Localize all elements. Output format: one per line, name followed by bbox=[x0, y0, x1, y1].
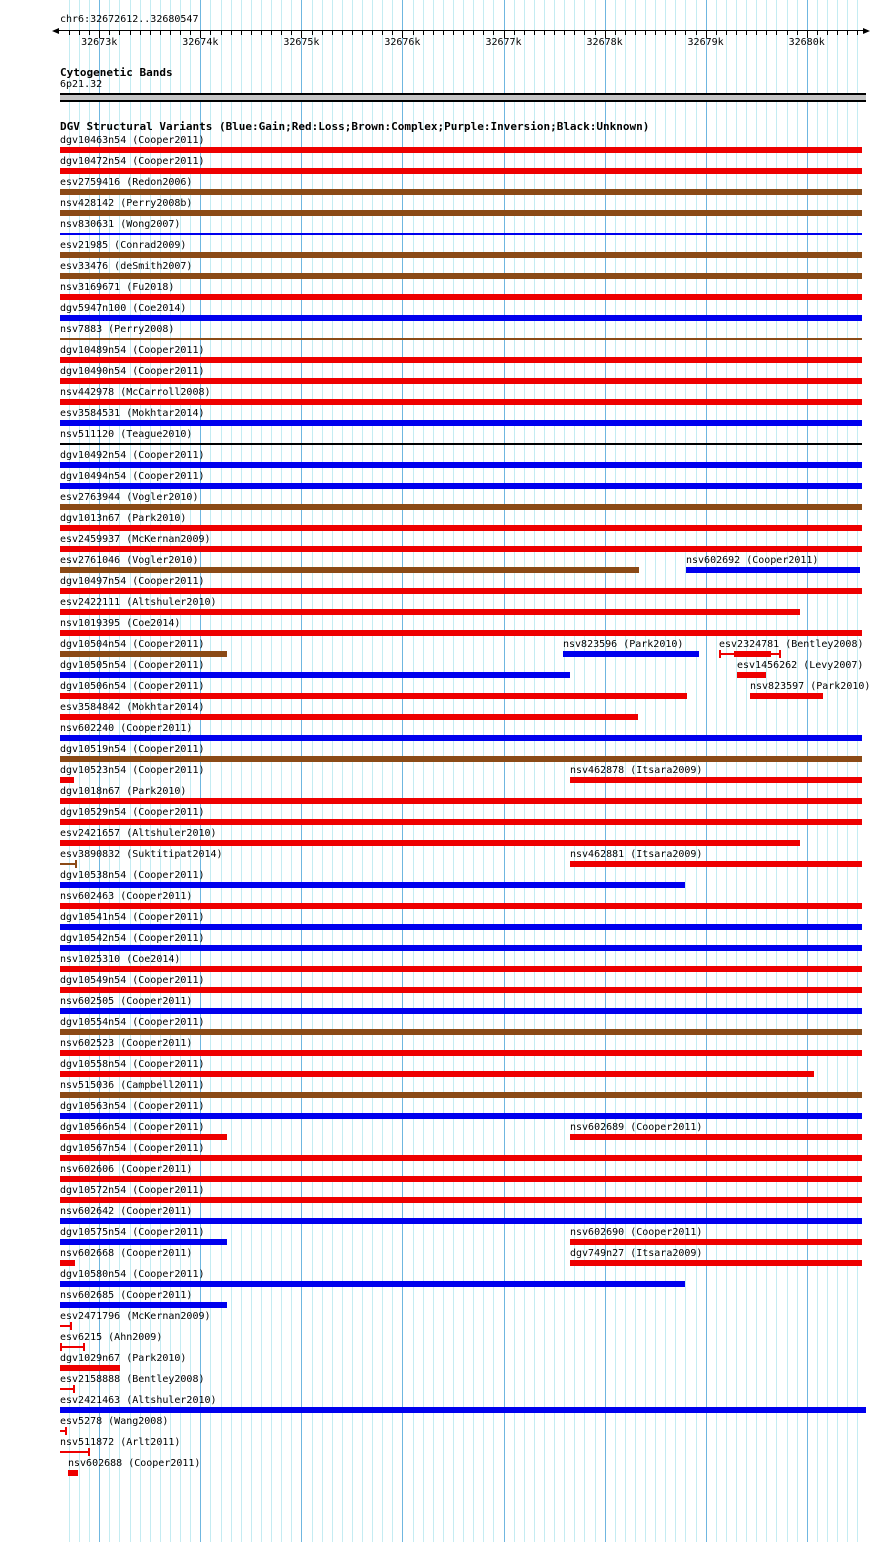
variant-bar[interactable] bbox=[60, 1260, 75, 1266]
variant-label: dgv10563n54 (Cooper2011) bbox=[60, 1101, 205, 1112]
variant-label: esv2421463 (Altshuler2010) bbox=[60, 1395, 217, 1406]
variant-bar[interactable] bbox=[734, 651, 771, 657]
variant-end-tick[interactable] bbox=[73, 1385, 75, 1393]
variant-end-tick[interactable] bbox=[70, 1322, 72, 1330]
variant-label: dgv10494n54 (Cooper2011) bbox=[60, 471, 205, 482]
ruler-tick-minor bbox=[261, 31, 262, 35]
variant-label: nsv462878 (Itsara2009) bbox=[570, 765, 703, 776]
ruler-tick-minor bbox=[251, 31, 252, 35]
ruler-tick-minor bbox=[342, 31, 343, 35]
variant-bar[interactable] bbox=[570, 861, 862, 867]
variant-bar[interactable] bbox=[60, 462, 862, 468]
variant-label: dgv10505n54 (Cooper2011) bbox=[60, 660, 205, 671]
variant-bar[interactable] bbox=[60, 504, 862, 510]
ruler-tick-minor bbox=[160, 31, 161, 35]
ruler-tick-minor bbox=[756, 31, 757, 35]
cytoband-name: 6p21.32 bbox=[60, 79, 103, 90]
variant-label: nsv602685 (Cooper2011) bbox=[60, 1290, 193, 1301]
variant-bar[interactable] bbox=[570, 1134, 862, 1140]
variant-label: esv2761046 (Vogler2010) bbox=[60, 555, 199, 566]
ruler-tick-minor bbox=[362, 31, 363, 35]
ruler-tick-minor bbox=[847, 31, 848, 35]
cytoband-bar[interactable] bbox=[60, 93, 866, 102]
variant-bar[interactable] bbox=[60, 1050, 862, 1056]
ruler-tick-minor bbox=[140, 31, 141, 35]
variant-label: dgv1013n67 (Park2010) bbox=[60, 513, 187, 524]
variant-label: dgv10580n54 (Cooper2011) bbox=[60, 1269, 205, 1280]
ruler-tick-minor bbox=[372, 31, 373, 35]
ruler-tick-label: 32680k bbox=[788, 37, 825, 48]
variant-label: esv2421657 (Altshuler2010) bbox=[60, 828, 217, 839]
track-title: DGV Structural Variants (Blue:Gain;Red:Loss;Brown:Complex;Purple:Inversion;Black:Unknown) bbox=[60, 120, 650, 133]
variant-bar[interactable] bbox=[60, 1176, 862, 1182]
variant-whisker-line[interactable] bbox=[60, 1346, 85, 1348]
ruler-tick-minor bbox=[89, 31, 90, 35]
variant-bar[interactable] bbox=[60, 672, 570, 678]
ruler-tick-minor bbox=[817, 31, 818, 35]
ruler-tick-minor bbox=[685, 31, 686, 35]
variant-label: nsv602523 (Cooper2011) bbox=[60, 1038, 193, 1049]
variant-label: esv2422111 (Altshuler2010) bbox=[60, 597, 217, 608]
variant-label: dgv10567n54 (Cooper2011) bbox=[60, 1143, 205, 1154]
variant-label: esv1456262 (Levy2007) bbox=[737, 660, 864, 671]
variant-line[interactable] bbox=[60, 338, 862, 340]
ruler-tick-minor bbox=[827, 31, 828, 35]
variant-label: nsv602690 (Cooper2011) bbox=[570, 1227, 703, 1238]
variant-bar[interactable] bbox=[60, 882, 685, 888]
variant-label: dgv10523n54 (Cooper2011) bbox=[60, 765, 205, 776]
ruler-tick-minor bbox=[857, 31, 858, 35]
variant-bar[interactable] bbox=[563, 651, 699, 657]
variant-bar[interactable] bbox=[60, 294, 862, 300]
variant-label: nsv462881 (Itsara2009) bbox=[570, 849, 703, 860]
variant-label: nsv515036 (Campbell2011) bbox=[60, 1080, 205, 1091]
ruler-tick-minor bbox=[119, 31, 120, 35]
variant-label: nsv511872 (Arlt2011) bbox=[60, 1437, 181, 1448]
variant-label: dgv10497n54 (Cooper2011) bbox=[60, 576, 205, 587]
variant-label: nsv602692 (Cooper2011) bbox=[686, 555, 819, 566]
ruler-tick-minor bbox=[69, 31, 70, 35]
variant-bar[interactable] bbox=[60, 756, 862, 762]
ruler-tick-minor bbox=[453, 31, 454, 35]
variant-end-tick[interactable] bbox=[88, 1448, 90, 1456]
variant-end-tick[interactable] bbox=[65, 1427, 67, 1435]
variant-bar[interactable] bbox=[60, 798, 862, 804]
variant-bar[interactable] bbox=[68, 1470, 78, 1476]
variant-label: nsv3169671 (Fu2018) bbox=[60, 282, 175, 293]
variant-label: nsv442978 (McCarroll2008) bbox=[60, 387, 211, 398]
variant-bar[interactable] bbox=[60, 420, 862, 426]
variant-line[interactable] bbox=[60, 233, 862, 235]
variant-label: dgv1029n67 (Park2010) bbox=[60, 1353, 187, 1364]
ruler-tick-minor bbox=[544, 31, 545, 35]
variant-label: nsv7883 (Perry2008) bbox=[60, 324, 175, 335]
variant-bar[interactable] bbox=[737, 672, 766, 678]
variant-line[interactable] bbox=[60, 1451, 90, 1453]
ruler-tick-minor bbox=[109, 31, 110, 35]
ruler-tick-label: 32677k bbox=[485, 37, 522, 48]
ruler-tick-minor bbox=[473, 31, 474, 35]
ruler-tick-minor bbox=[332, 31, 333, 35]
ruler-tick-minor bbox=[443, 31, 444, 35]
variant-label: dgv10506n54 (Cooper2011) bbox=[60, 681, 205, 692]
variant-label: esv3890832 (Suktitipat2014) bbox=[60, 849, 223, 860]
ruler-tick-minor bbox=[625, 31, 626, 35]
variant-label: nsv1019395 (Coe2014) bbox=[60, 618, 181, 629]
ruler-tick-minor bbox=[766, 31, 767, 35]
variant-bar[interactable] bbox=[60, 567, 639, 573]
ruler-tick-minor bbox=[615, 31, 616, 35]
variant-bar[interactable] bbox=[60, 1365, 120, 1371]
variant-bar[interactable] bbox=[60, 525, 862, 531]
variant-label: esv5278 (Wang2008) bbox=[60, 1416, 169, 1427]
variant-bar[interactable] bbox=[60, 840, 800, 846]
variant-label: dgv10463n54 (Cooper2011) bbox=[60, 135, 205, 146]
variant-label: esv3584842 (Mokhtar2014) bbox=[60, 702, 205, 713]
region-coordinates: chr6:32672612..32680547 bbox=[60, 14, 199, 25]
ruler-tick-label: 32673k bbox=[81, 37, 118, 48]
ruler-tick-minor bbox=[423, 31, 424, 35]
variant-bar[interactable] bbox=[60, 273, 862, 279]
ruler-tick-minor bbox=[574, 31, 575, 35]
variant-bar[interactable] bbox=[570, 1239, 862, 1245]
ruler-tick-minor bbox=[180, 31, 181, 35]
variant-bar[interactable] bbox=[60, 588, 862, 594]
variant-end-tick[interactable] bbox=[75, 860, 77, 868]
variant-label: dgv10554n54 (Cooper2011) bbox=[60, 1017, 205, 1028]
variant-end-tick[interactable] bbox=[779, 650, 781, 658]
variant-bar[interactable] bbox=[60, 147, 862, 153]
variant-bar[interactable] bbox=[60, 966, 862, 972]
variant-label: nsv602668 (Cooper2011) bbox=[60, 1248, 193, 1259]
variant-label: nsv602642 (Cooper2011) bbox=[60, 1206, 193, 1217]
variant-label: esv33476 (deSmith2007) bbox=[60, 261, 193, 272]
variant-label: dgv10558n54 (Cooper2011) bbox=[60, 1059, 205, 1070]
variant-bar[interactable] bbox=[60, 210, 862, 216]
ruler-tick-minor bbox=[645, 31, 646, 35]
variant-label: esv2324781 (Bentley2008) bbox=[719, 639, 864, 650]
variant-label: esv2763944 (Vogler2010) bbox=[60, 492, 199, 503]
variant-label: nsv602606 (Cooper2011) bbox=[60, 1164, 193, 1175]
variant-label: dgv1018n67 (Park2010) bbox=[60, 786, 187, 797]
variant-bar[interactable] bbox=[60, 168, 862, 174]
variant-label: esv3584531 (Mokhtar2014) bbox=[60, 408, 205, 419]
variant-label: nsv823597 (Park2010) bbox=[750, 681, 871, 692]
ruler-tick-minor bbox=[564, 31, 565, 35]
variant-bar[interactable] bbox=[60, 1155, 862, 1161]
ruler-tick-minor bbox=[483, 31, 484, 35]
variant-bar[interactable] bbox=[60, 1008, 862, 1014]
ruler-tick-label: 32675k bbox=[283, 37, 320, 48]
ruler-tick-minor bbox=[382, 31, 383, 35]
ruler-tick-minor bbox=[322, 31, 323, 35]
variant-label: dgv10529n54 (Cooper2011) bbox=[60, 807, 205, 818]
variant-bar[interactable] bbox=[60, 1071, 814, 1077]
cytobands-title: Cytogenetic Bands bbox=[60, 66, 173, 79]
variant-bar[interactable] bbox=[60, 1197, 862, 1203]
ruler-tick-minor bbox=[726, 31, 727, 35]
ruler-tick-minor bbox=[736, 31, 737, 35]
variant-label: dgv10472n54 (Cooper2011) bbox=[60, 156, 205, 167]
variant-label: dgv10492n54 (Cooper2011) bbox=[60, 450, 205, 461]
variant-bar[interactable] bbox=[60, 609, 800, 615]
ruler-tick-minor bbox=[584, 31, 585, 35]
variant-label: nsv428142 (Perry2008b) bbox=[60, 198, 193, 209]
variant-label: esv2759416 (Redon2006) bbox=[60, 177, 193, 188]
variant-bar[interactable] bbox=[60, 546, 862, 552]
variant-bar[interactable] bbox=[60, 903, 862, 909]
variant-bar[interactable] bbox=[60, 189, 862, 195]
variant-label: dgv10572n54 (Cooper2011) bbox=[60, 1185, 205, 1196]
variant-bar[interactable] bbox=[60, 1218, 862, 1224]
ruler-tick-minor bbox=[837, 31, 838, 35]
variant-bar[interactable] bbox=[60, 714, 638, 720]
variant-bar[interactable] bbox=[60, 1134, 227, 1140]
variant-label: esv2459937 (McKernan2009) bbox=[60, 534, 211, 545]
variant-label: nsv511120 (Teague2010) bbox=[60, 429, 193, 440]
variant-bar[interactable] bbox=[60, 315, 862, 321]
variant-label: dgv10575n54 (Cooper2011) bbox=[60, 1227, 205, 1238]
variant-bar[interactable] bbox=[570, 777, 862, 783]
ruler-tick-minor bbox=[675, 31, 676, 35]
ruler-arrow-right-icon bbox=[863, 28, 870, 34]
variant-bar[interactable] bbox=[60, 987, 862, 993]
variant-label: esv6215 (Ahn2009) bbox=[60, 1332, 163, 1343]
variant-label: nsv602688 (Cooper2011) bbox=[68, 1458, 201, 1469]
ruler-tick-minor bbox=[665, 31, 666, 35]
ruler-line bbox=[58, 30, 864, 31]
ruler-tick-minor bbox=[655, 31, 656, 35]
variant-bar[interactable] bbox=[60, 924, 862, 930]
variant-label: nsv602689 (Cooper2011) bbox=[570, 1122, 703, 1133]
variant-line[interactable] bbox=[60, 443, 862, 445]
variant-label: dgv749n27 (Itsara2009) bbox=[570, 1248, 703, 1259]
variant-label: nsv602240 (Cooper2011) bbox=[60, 723, 193, 734]
ruler-tick-label: 32676k bbox=[384, 37, 421, 48]
ruler-tick-minor bbox=[352, 31, 353, 35]
variant-bar[interactable] bbox=[60, 651, 227, 657]
ruler-tick-minor bbox=[210, 31, 211, 35]
variant-label: dgv10542n54 (Cooper2011) bbox=[60, 933, 205, 944]
variant-label: dgv10519n54 (Cooper2011) bbox=[60, 744, 205, 755]
ruler-tick-minor bbox=[130, 31, 131, 35]
ruler-tick-label: 32679k bbox=[687, 37, 724, 48]
ruler-tick-minor bbox=[524, 31, 525, 35]
ruler-tick-minor bbox=[493, 31, 494, 35]
variant-label: dgv10490n54 (Cooper2011) bbox=[60, 366, 205, 377]
ruler-tick-minor bbox=[463, 31, 464, 35]
ruler-tick-minor bbox=[595, 31, 596, 35]
ruler-tick-minor bbox=[514, 31, 515, 35]
variant-label: esv2158888 (Bentley2008) bbox=[60, 1374, 205, 1385]
ruler bbox=[0, 0, 890, 50]
variant-label: nsv830631 (Wong2007) bbox=[60, 219, 181, 230]
variant-label: dgv10566n54 (Cooper2011) bbox=[60, 1122, 205, 1133]
variant-bar[interactable] bbox=[60, 1113, 862, 1119]
ruler-tick-minor bbox=[190, 31, 191, 35]
variant-label: nsv1025310 (Coe2014) bbox=[60, 954, 181, 965]
ruler-arrow-left-icon bbox=[52, 28, 59, 34]
ruler-tick-minor bbox=[231, 31, 232, 35]
ruler-tick-minor bbox=[433, 31, 434, 35]
variant-label: esv2471796 (McKernan2009) bbox=[60, 1311, 211, 1322]
variant-label: dgv10538n54 (Cooper2011) bbox=[60, 870, 205, 881]
ruler-tick-minor bbox=[241, 31, 242, 35]
ruler-tick-minor bbox=[291, 31, 292, 35]
variant-bar[interactable] bbox=[60, 1029, 862, 1035]
ruler-tick-minor bbox=[534, 31, 535, 35]
variant-label: dgv10541n54 (Cooper2011) bbox=[60, 912, 205, 923]
variant-label: esv21985 (Conrad2009) bbox=[60, 240, 187, 251]
variant-label: dgv10549n54 (Cooper2011) bbox=[60, 975, 205, 986]
ruler-tick-minor bbox=[716, 31, 717, 35]
ruler-tick-minor bbox=[413, 31, 414, 35]
ruler-tick-minor bbox=[776, 31, 777, 35]
ruler-tick-minor bbox=[312, 31, 313, 35]
variant-bar[interactable] bbox=[570, 1260, 862, 1266]
ruler-tick-minor bbox=[746, 31, 747, 35]
variant-bar[interactable] bbox=[750, 693, 823, 699]
variant-end-tick[interactable] bbox=[83, 1343, 85, 1351]
variant-bar[interactable] bbox=[60, 1239, 227, 1245]
ruler-tick-minor bbox=[696, 31, 697, 35]
ruler-tick-minor bbox=[221, 31, 222, 35]
ruler-tick-minor bbox=[392, 31, 393, 35]
ruler-tick-label: 32678k bbox=[586, 37, 623, 48]
variant-end-tick[interactable] bbox=[719, 650, 721, 658]
variant-bar[interactable] bbox=[60, 1092, 862, 1098]
ruler-tick-label: 32674k bbox=[182, 37, 219, 48]
variant-label: dgv10504n54 (Cooper2011) bbox=[60, 639, 205, 650]
variant-label: dgv5947n100 (Coe2014) bbox=[60, 303, 187, 314]
variant-bar[interactable] bbox=[60, 777, 74, 783]
variant-label: nsv602505 (Cooper2011) bbox=[60, 996, 193, 1007]
ruler-tick-minor bbox=[79, 31, 80, 35]
variant-bar[interactable] bbox=[60, 735, 862, 741]
ruler-tick-minor bbox=[635, 31, 636, 35]
ruler-tick-minor bbox=[271, 31, 272, 35]
ruler-tick-minor bbox=[787, 31, 788, 35]
variant-bar[interactable] bbox=[60, 630, 862, 636]
variant-label: dgv10489n54 (Cooper2011) bbox=[60, 345, 205, 356]
variant-label: nsv602463 (Cooper2011) bbox=[60, 891, 193, 902]
variant-label: nsv823596 (Park2010) bbox=[563, 639, 684, 650]
variant-bar[interactable] bbox=[60, 1407, 866, 1413]
variant-bar[interactable] bbox=[60, 483, 862, 489]
variant-bar[interactable] bbox=[686, 567, 860, 573]
ruler-tick-minor bbox=[150, 31, 151, 35]
ruler-tick-minor bbox=[554, 31, 555, 35]
variant-bar[interactable] bbox=[60, 693, 687, 699]
variant-bar[interactable] bbox=[60, 399, 862, 405]
variant-end-tick[interactable] bbox=[60, 1343, 62, 1351]
variant-bar[interactable] bbox=[60, 945, 862, 951]
variant-bar[interactable] bbox=[60, 1302, 227, 1308]
variant-bar[interactable] bbox=[60, 357, 862, 363]
ruler-tick-minor bbox=[281, 31, 282, 35]
ruler-tick-minor bbox=[797, 31, 798, 35]
variant-bar[interactable] bbox=[60, 1281, 685, 1287]
variant-bar[interactable] bbox=[60, 378, 862, 384]
ruler-tick-minor bbox=[170, 31, 171, 35]
variant-bar[interactable] bbox=[60, 252, 862, 258]
variant-bar[interactable] bbox=[60, 819, 862, 825]
